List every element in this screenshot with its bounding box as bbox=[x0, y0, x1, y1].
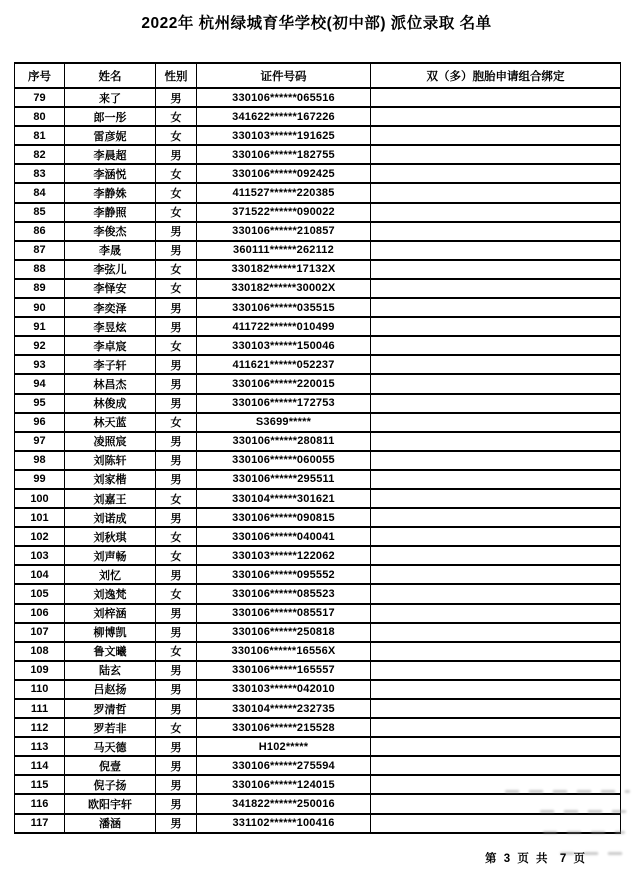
cell-index: 113 bbox=[15, 737, 65, 756]
table-row bbox=[15, 394, 621, 413]
cell-index: 109 bbox=[15, 661, 65, 680]
cell-index: 89 bbox=[15, 279, 65, 298]
cell-id-number: 330106******095552 bbox=[197, 565, 371, 584]
cell-id-number: 330103******150046 bbox=[197, 336, 371, 355]
table-row bbox=[15, 604, 621, 623]
cell-index: 114 bbox=[15, 756, 65, 775]
cell-gender: 男 bbox=[156, 317, 197, 336]
cell-id-number: 331102******100416 bbox=[197, 814, 371, 833]
cell-twin-binding bbox=[371, 145, 621, 164]
cell-id-number: 330106******165557 bbox=[197, 661, 371, 680]
header-index: 序号 bbox=[15, 63, 65, 88]
cell-id-number: 330106******065516 bbox=[197, 88, 371, 107]
cell-name: 李奕泽 bbox=[65, 298, 156, 317]
cell-index: 108 bbox=[15, 642, 65, 661]
cell-name: 凌照宸 bbox=[65, 432, 156, 451]
table-row bbox=[15, 298, 621, 317]
cell-id-number: 330106******215528 bbox=[197, 718, 371, 737]
cell-gender: 女 bbox=[156, 279, 197, 298]
cell-gender: 男 bbox=[156, 451, 197, 470]
cell-gender: 女 bbox=[156, 203, 197, 222]
cell-id-number: 341822******250016 bbox=[197, 794, 371, 813]
cell-twin-binding bbox=[371, 604, 621, 623]
cell-gender: 女 bbox=[156, 107, 197, 126]
table-row bbox=[15, 432, 621, 451]
cell-index: 110 bbox=[15, 680, 65, 699]
table-row bbox=[15, 260, 621, 279]
table-row bbox=[15, 814, 621, 833]
cell-name: 来了 bbox=[65, 88, 156, 107]
table-row bbox=[15, 794, 621, 813]
cell-index: 92 bbox=[15, 336, 65, 355]
cell-index: 88 bbox=[15, 260, 65, 279]
cell-gender: 女 bbox=[156, 489, 197, 508]
cell-name: 雷彦妮 bbox=[65, 126, 156, 145]
cell-twin-binding bbox=[371, 565, 621, 584]
cell-gender: 男 bbox=[156, 775, 197, 794]
cell-index: 93 bbox=[15, 355, 65, 374]
cell-gender: 男 bbox=[156, 374, 197, 393]
cell-index: 102 bbox=[15, 527, 65, 546]
cell-twin-binding bbox=[371, 470, 621, 489]
cell-index: 90 bbox=[15, 298, 65, 317]
cell-index: 86 bbox=[15, 222, 65, 241]
cell-gender: 男 bbox=[156, 756, 197, 775]
cell-id-number: 330104******232735 bbox=[197, 699, 371, 718]
cell-id-number: 330106******275594 bbox=[197, 756, 371, 775]
cell-twin-binding bbox=[371, 183, 621, 202]
cell-name: 刘诺成 bbox=[65, 508, 156, 527]
table-row bbox=[15, 126, 621, 145]
cell-twin-binding bbox=[371, 699, 621, 718]
cell-gender: 男 bbox=[156, 222, 197, 241]
cell-gender: 男 bbox=[156, 298, 197, 317]
table-body bbox=[15, 88, 621, 833]
cell-twin-binding bbox=[371, 642, 621, 661]
table-row bbox=[15, 527, 621, 546]
table-row bbox=[15, 164, 621, 183]
table-row bbox=[15, 374, 621, 393]
cell-gender: 女 bbox=[156, 584, 197, 603]
cell-gender: 女 bbox=[156, 260, 197, 279]
header-name: 姓名 bbox=[65, 63, 156, 88]
table-row bbox=[15, 317, 621, 336]
cell-gender: 男 bbox=[156, 565, 197, 584]
cell-twin-binding bbox=[371, 241, 621, 260]
cell-twin-binding bbox=[371, 432, 621, 451]
cell-index: 112 bbox=[15, 718, 65, 737]
cell-index: 97 bbox=[15, 432, 65, 451]
cell-gender: 男 bbox=[156, 794, 197, 813]
table-row bbox=[15, 584, 621, 603]
cell-index: 111 bbox=[15, 699, 65, 718]
cell-twin-binding bbox=[371, 298, 621, 317]
cell-name: 倪子扬 bbox=[65, 775, 156, 794]
cell-gender: 女 bbox=[156, 642, 197, 661]
cell-name: 刘陈轩 bbox=[65, 451, 156, 470]
cell-name: 林天蓝 bbox=[65, 413, 156, 432]
cell-id-number: S3699***** bbox=[197, 413, 371, 432]
cell-index: 116 bbox=[15, 794, 65, 813]
cell-index: 80 bbox=[15, 107, 65, 126]
cell-gender: 男 bbox=[156, 355, 197, 374]
header-gender: 性别 bbox=[156, 63, 197, 88]
cell-id-number: 330182******17132X bbox=[197, 260, 371, 279]
cell-gender: 男 bbox=[156, 680, 197, 699]
cell-twin-binding bbox=[371, 451, 621, 470]
cell-index: 107 bbox=[15, 623, 65, 642]
cell-name: 刘忆 bbox=[65, 565, 156, 584]
table-row bbox=[15, 222, 621, 241]
table-row bbox=[15, 737, 621, 756]
cell-name: 李卓宸 bbox=[65, 336, 156, 355]
table-row bbox=[15, 718, 621, 737]
cell-name: 李涵悦 bbox=[65, 164, 156, 183]
cell-id-number: 411527******220385 bbox=[197, 183, 371, 202]
cell-twin-binding bbox=[371, 126, 621, 145]
cell-id-number: 330103******122062 bbox=[197, 546, 371, 565]
cell-twin-binding bbox=[371, 260, 621, 279]
table-row bbox=[15, 107, 621, 126]
cell-twin-binding bbox=[371, 680, 621, 699]
cell-index: 87 bbox=[15, 241, 65, 260]
cell-index: 82 bbox=[15, 145, 65, 164]
table-row bbox=[15, 756, 621, 775]
cell-gender: 女 bbox=[156, 164, 197, 183]
table-header-row bbox=[15, 63, 621, 88]
table-row bbox=[15, 279, 621, 298]
cell-id-number: 330106******220015 bbox=[197, 374, 371, 393]
cell-name: 柳博凯 bbox=[65, 623, 156, 642]
table-row bbox=[15, 508, 621, 527]
cell-twin-binding bbox=[371, 718, 621, 737]
cell-gender: 男 bbox=[156, 737, 197, 756]
cell-twin-binding bbox=[371, 489, 621, 508]
cell-gender: 男 bbox=[156, 432, 197, 451]
cell-twin-binding bbox=[371, 336, 621, 355]
watermark-smudge bbox=[505, 790, 630, 793]
cell-gender: 男 bbox=[156, 241, 197, 260]
cell-id-number: 330106******085517 bbox=[197, 604, 371, 623]
cell-twin-binding bbox=[371, 623, 621, 642]
table-header bbox=[15, 63, 621, 88]
cell-twin-binding bbox=[371, 317, 621, 336]
cell-id-number: 330104******301621 bbox=[197, 489, 371, 508]
cell-name: 刘梓涵 bbox=[65, 604, 156, 623]
cell-twin-binding bbox=[371, 88, 621, 107]
table-row bbox=[15, 451, 621, 470]
cell-gender: 男 bbox=[156, 145, 197, 164]
cell-name: 郎一彤 bbox=[65, 107, 156, 126]
cell-gender: 女 bbox=[156, 546, 197, 565]
table-row bbox=[15, 642, 621, 661]
cell-name: 欧阳宇轩 bbox=[65, 794, 156, 813]
cell-id-number: 330106******092425 bbox=[197, 164, 371, 183]
cell-twin-binding bbox=[371, 374, 621, 393]
cell-index: 79 bbox=[15, 88, 65, 107]
cell-name: 刘逸梵 bbox=[65, 584, 156, 603]
cell-index: 100 bbox=[15, 489, 65, 508]
cell-name: 马天德 bbox=[65, 737, 156, 756]
cell-gender: 女 bbox=[156, 126, 197, 145]
cell-index: 81 bbox=[15, 126, 65, 145]
cell-id-number: 341622******167226 bbox=[197, 107, 371, 126]
cell-name: 鲁文曦 bbox=[65, 642, 156, 661]
cell-index: 106 bbox=[15, 604, 65, 623]
cell-index: 84 bbox=[15, 183, 65, 202]
cell-name: 刘声畅 bbox=[65, 546, 156, 565]
cell-gender: 男 bbox=[156, 394, 197, 413]
cell-id-number: 330106******295511 bbox=[197, 470, 371, 489]
cell-index: 115 bbox=[15, 775, 65, 794]
cell-name: 刘秋琪 bbox=[65, 527, 156, 546]
cell-name: 李子轩 bbox=[65, 355, 156, 374]
watermark-smudge bbox=[540, 810, 630, 813]
cell-name: 潘涵 bbox=[65, 814, 156, 833]
cell-index: 105 bbox=[15, 584, 65, 603]
cell-name: 罗清哲 bbox=[65, 699, 156, 718]
cell-twin-binding bbox=[371, 737, 621, 756]
cell-name: 刘家楷 bbox=[65, 470, 156, 489]
cell-id-number: 330106******040041 bbox=[197, 527, 371, 546]
cell-twin-binding bbox=[371, 413, 621, 432]
cell-gender: 男 bbox=[156, 88, 197, 107]
cell-index: 91 bbox=[15, 317, 65, 336]
cell-id-number: 330106******172753 bbox=[197, 394, 371, 413]
table-row bbox=[15, 88, 621, 107]
cell-id-number: 330106******035515 bbox=[197, 298, 371, 317]
cell-name: 陆玄 bbox=[65, 661, 156, 680]
cell-name: 李弦儿 bbox=[65, 260, 156, 279]
cell-twin-binding bbox=[371, 355, 621, 374]
cell-twin-binding bbox=[371, 508, 621, 527]
cell-id-number: 411621******052237 bbox=[197, 355, 371, 374]
table-row bbox=[15, 470, 621, 489]
cell-id-number: 330106******060055 bbox=[197, 451, 371, 470]
cell-gender: 女 bbox=[156, 718, 197, 737]
cell-index: 103 bbox=[15, 546, 65, 565]
cell-twin-binding bbox=[371, 107, 621, 126]
header-twin-binding: 双（多）胞胎申请组合绑定 bbox=[371, 63, 621, 88]
cell-index: 94 bbox=[15, 374, 65, 393]
table-row bbox=[15, 336, 621, 355]
cell-name: 李晨超 bbox=[65, 145, 156, 164]
table-row bbox=[15, 183, 621, 202]
cell-twin-binding bbox=[371, 546, 621, 565]
cell-name: 李静照 bbox=[65, 203, 156, 222]
cell-gender: 男 bbox=[156, 604, 197, 623]
table-row bbox=[15, 355, 621, 374]
cell-gender: 男 bbox=[156, 699, 197, 718]
cell-index: 96 bbox=[15, 413, 65, 432]
cell-gender: 女 bbox=[156, 336, 197, 355]
cell-gender: 女 bbox=[156, 413, 197, 432]
cell-id-number: 330106******090815 bbox=[197, 508, 371, 527]
cell-name: 林俊成 bbox=[65, 394, 156, 413]
cell-id-number: 371522******090022 bbox=[197, 203, 371, 222]
cell-twin-binding bbox=[371, 527, 621, 546]
cell-name: 李昱炫 bbox=[65, 317, 156, 336]
cell-name: 林昌杰 bbox=[65, 374, 156, 393]
cell-id-number: H102***** bbox=[197, 737, 371, 756]
cell-name: 李怿安 bbox=[65, 279, 156, 298]
cell-id-number: 330182******30002X bbox=[197, 279, 371, 298]
cell-id-number: 330106******124015 bbox=[197, 775, 371, 794]
watermark-smudge bbox=[543, 831, 625, 834]
cell-id-number: 330103******042010 bbox=[197, 680, 371, 699]
cell-id-number: 360111******262112 bbox=[197, 241, 371, 260]
header-id-number: 证件号码 bbox=[197, 63, 371, 88]
cell-twin-binding bbox=[371, 203, 621, 222]
cell-id-number: 330103******191625 bbox=[197, 126, 371, 145]
cell-gender: 男 bbox=[156, 623, 197, 642]
table-row bbox=[15, 546, 621, 565]
cell-twin-binding bbox=[371, 164, 621, 183]
table-row bbox=[15, 680, 621, 699]
cell-id-number: 330106******210857 bbox=[197, 222, 371, 241]
cell-name: 李俊杰 bbox=[65, 222, 156, 241]
cell-gender: 男 bbox=[156, 470, 197, 489]
cell-id-number: 330106******250818 bbox=[197, 623, 371, 642]
cell-index: 104 bbox=[15, 565, 65, 584]
table-row bbox=[15, 623, 621, 642]
cell-index: 99 bbox=[15, 470, 65, 489]
table-row bbox=[15, 699, 621, 718]
table-row bbox=[15, 241, 621, 260]
cell-twin-binding bbox=[371, 584, 621, 603]
cell-twin-binding bbox=[371, 756, 621, 775]
page-number-footer: 第 3 页 共 7 页 bbox=[485, 853, 587, 865]
table-row bbox=[15, 661, 621, 680]
admission-roster-table bbox=[14, 62, 621, 834]
cell-index: 83 bbox=[15, 164, 65, 183]
cell-name: 倪壹 bbox=[65, 756, 156, 775]
cell-gender: 女 bbox=[156, 527, 197, 546]
cell-gender: 男 bbox=[156, 508, 197, 527]
cell-id-number: 330106******16556X bbox=[197, 642, 371, 661]
table-row bbox=[15, 565, 621, 584]
cell-name: 李静姝 bbox=[65, 183, 156, 202]
table-row bbox=[15, 203, 621, 222]
cell-index: 98 bbox=[15, 451, 65, 470]
cell-id-number: 411722******010499 bbox=[197, 317, 371, 336]
cell-twin-binding bbox=[371, 814, 621, 833]
cell-twin-binding bbox=[371, 394, 621, 413]
cell-twin-binding bbox=[371, 222, 621, 241]
page-title: 2022年 杭州绿城育华学校(初中部) 派位录取 名单 bbox=[141, 15, 492, 32]
table-row bbox=[15, 145, 621, 164]
cell-id-number: 330106******182755 bbox=[197, 145, 371, 164]
table-row bbox=[15, 489, 621, 508]
cell-index: 95 bbox=[15, 394, 65, 413]
cell-twin-binding bbox=[371, 661, 621, 680]
cell-gender: 男 bbox=[156, 661, 197, 680]
cell-name: 李晟 bbox=[65, 241, 156, 260]
cell-index: 85 bbox=[15, 203, 65, 222]
cell-id-number: 330106******280811 bbox=[197, 432, 371, 451]
cell-name: 吕赵扬 bbox=[65, 680, 156, 699]
table-row bbox=[15, 413, 621, 432]
cell-index: 101 bbox=[15, 508, 65, 527]
cell-gender: 女 bbox=[156, 183, 197, 202]
cell-name: 刘嘉王 bbox=[65, 489, 156, 508]
cell-index: 117 bbox=[15, 814, 65, 833]
cell-twin-binding bbox=[371, 279, 621, 298]
cell-name: 罗若非 bbox=[65, 718, 156, 737]
cell-id-number: 330106******085523 bbox=[197, 584, 371, 603]
cell-gender: 男 bbox=[156, 814, 197, 833]
